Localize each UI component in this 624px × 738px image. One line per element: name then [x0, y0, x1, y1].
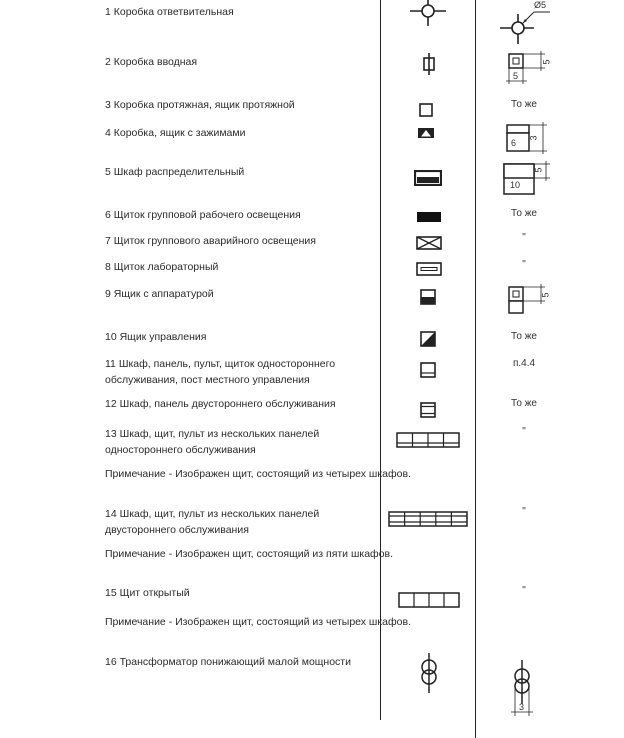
row-14-label-line1: 14 Шкаф, щит, пульт из нескольких панелей [105, 508, 320, 520]
ditto-ref-8: " [522, 259, 526, 270]
same-ref-12: То же [511, 398, 537, 409]
same-ref-3: То же [511, 99, 537, 110]
diameter-label: Ø5 [534, 0, 547, 10]
row-8-label: 8 Щиток лабораторный [105, 261, 219, 273]
working-lighting-panel-symbol [416, 211, 442, 223]
row-13-label-line2: одностороннего обслуживания [105, 444, 256, 456]
apparatus-box-dimension-drawing [505, 283, 549, 317]
dim-label-5c: 5 [533, 167, 544, 173]
column-divider-middle [475, 0, 476, 738]
same-ref-6: То же [511, 208, 537, 219]
row-11-label-line2: обслуживания, пост местного управления [105, 374, 310, 386]
row-12-label: 12 Шкаф, панель двустороннего обслуживания [105, 398, 336, 410]
clamp-box-symbol [417, 127, 435, 139]
junction-box-symbol [408, 0, 448, 28]
input-box-dimension-drawing [505, 50, 551, 86]
dim-label-5d: 5 [540, 292, 551, 298]
row-13-label-line1: 13 Шкаф, щит, пульт из нескольких панелей [105, 428, 320, 440]
dim-label-3: 3 [528, 135, 539, 141]
one-sided-cabinet-symbol [420, 362, 436, 378]
row-16-label: 16 Трансформатор понижающий малой мощности [105, 656, 351, 668]
clamp-box-dimension-drawing [503, 121, 549, 155]
control-box-symbol [420, 331, 436, 347]
dim-label-3b: 3 [519, 702, 525, 712]
ditto-ref-7: " [522, 232, 526, 243]
two-sided-cabinet-symbol [420, 402, 436, 418]
pull-box-symbol [419, 103, 433, 117]
lab-panel-symbol [416, 262, 442, 276]
row-14-label-line2: двустороннего обслуживания [105, 524, 249, 536]
row-10-label: 10 Ящик управления [105, 331, 207, 343]
row-7-label: 7 Щиток группового аварийного освещения [105, 235, 316, 247]
ditto-ref-13: " [522, 426, 526, 437]
row-11-label-line1: 11 Шкаф, панель, пульт, щиток одностороннего [105, 358, 336, 370]
distribution-cabinet-symbol [414, 170, 442, 186]
row-1-label: 1 Коробка ответвительная [105, 6, 234, 18]
dim-label-5b: 5 [513, 71, 519, 81]
row-15-note: Примечание - Изображен щит, состоящий из четырех шкафов. [105, 616, 411, 628]
apparatus-box-symbol [420, 289, 436, 305]
open-panel-symbol [398, 592, 460, 608]
distribution-cabinet-dimension-drawing [500, 160, 552, 196]
row-4-label: 4 Коробка, ящик с зажимами [105, 127, 246, 139]
row-14-note: Примечание - Изображен щит, состоящий из пяти шкафов. [105, 548, 394, 560]
dim-label-5a: 5 [541, 59, 552, 65]
row-5-label: 5 Шкаф распределительный [105, 166, 245, 178]
column-divider-left [380, 0, 381, 720]
row-9-label: 9 Ящик с аппаратурой [105, 288, 214, 300]
input-box-symbol [420, 52, 438, 76]
transformer-symbol [418, 653, 440, 693]
dim-label-6: 6 [511, 138, 517, 148]
same-ref-10: То же [511, 331, 537, 342]
row-6-label: 6 Щиток групповой рабочего освещения [105, 209, 301, 221]
multi-panel-one-sided-symbol [396, 432, 460, 448]
clause-ref-11: п.4.4 [512, 358, 536, 369]
row-3-label: 3 Коробка протяжная, ящик протяжной [105, 99, 295, 111]
ditto-ref-14: " [522, 506, 526, 517]
dim-label-10: 10 [510, 180, 521, 190]
transformer-dimension-drawing [508, 660, 542, 718]
ditto-ref-15: " [522, 585, 526, 596]
row-13-note: Примечание - Изображен щит, состоящий из четырех шкафов. [105, 468, 411, 480]
row-15-label: 15 Щит открытый [105, 587, 190, 599]
emergency-lighting-panel-symbol [416, 236, 442, 250]
multi-panel-two-sided-symbol [388, 511, 468, 527]
row-2-label: 2 Коробка вводная [105, 56, 198, 68]
